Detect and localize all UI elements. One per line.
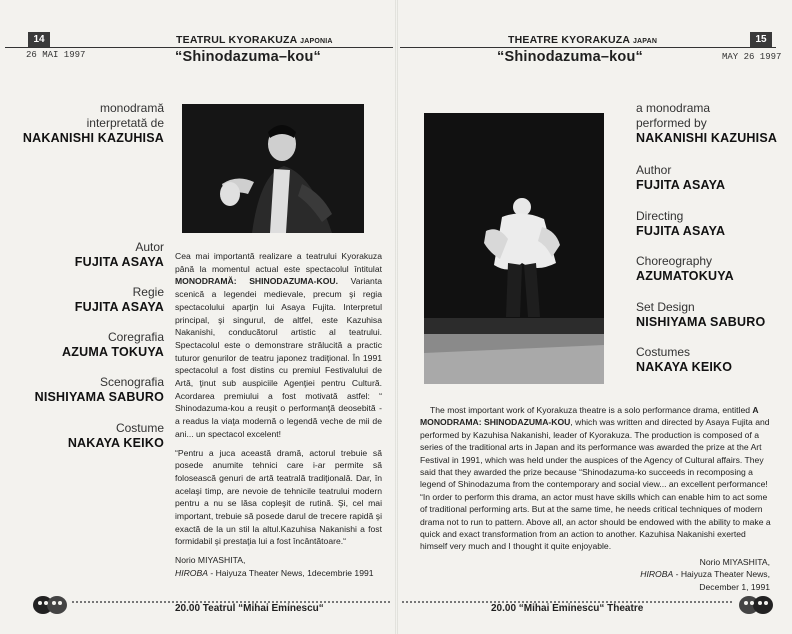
right-header-rule (400, 47, 776, 48)
left-header-country: JAPONIA (300, 38, 333, 45)
right-header (508, 34, 657, 46)
right-header-country: JAPAN (632, 38, 658, 45)
left-body-text (175, 250, 382, 580)
left-credit-5 (20, 421, 164, 451)
right-credit-4 (636, 300, 786, 330)
left-credit-name: NISHIYAMA SABURO (34, 390, 164, 404)
left-credit-label: Coregrafia (107, 330, 164, 344)
right-credit-3 (636, 254, 786, 284)
left-body-text-b: Varianta scenică a legendei medievale, precum şi regia spectacolului aparţin lui Asaya Fujita. Interpretul principal, şi singurul, de altfel, este Kazuhisa Nakanishi, conducătorul artistic al teatrului. Spectacolul este o demonstrare strălucită a practic tuturor genurilor de teatru japonez tradiţional. În 1991 spectacolul a fost distins cu premiul Festivalului de Artă, ţinut sub auspiciile Agenţiei pentru Cultură. Acordarea premiului a fost motivată astfel: “ Shinodazuma-kou a reuşit o performanţă deosebită - a readus la viaţa modernă o legendă veche de mii de ani... un spectacol excelent! (175, 276, 382, 439)
left-signature-rest: - Haiyuza Theater News, 1decembrie 1991 (207, 567, 374, 578)
right-body-title-bold: A MONODRAMA: SHINODAZUMA-KOU (420, 405, 759, 428)
left-body-paragraph-1 (175, 250, 382, 441)
right-footer: 20.00 “Mihai Eminescu“ Theatre (491, 603, 644, 614)
left-credit-name: NAKAYA KEIKO (67, 436, 164, 450)
right-credit-name: NAKAYA KEIKO (636, 360, 733, 374)
right-credit-name: NISHIYAMA SABURO (636, 315, 766, 329)
right-body-text-a: The most important work of Kyorakuza theatre is a solo performance drama, entitled (430, 405, 753, 415)
right-body-text (420, 404, 775, 553)
left-header-title: TEATRUL KYORAKUZA (176, 34, 298, 46)
right-header-title: THEATRE KYORAKUZA (508, 34, 630, 46)
left-credit-1 (20, 240, 164, 270)
right-date: MAY 26 1997 (722, 52, 782, 62)
right-signature (640, 556, 770, 593)
right-credit-label: Directing (636, 209, 684, 223)
right-play-title: “Shinodazuma–kou“ (497, 49, 643, 65)
right-intro (636, 101, 786, 146)
left-header (176, 34, 333, 46)
left-theatre-masks-icon (32, 595, 68, 615)
right-credit-name: FUJITA ASAYA (636, 178, 726, 192)
left-body-paragraph-2: “Pentru a juca această dramă, actorul trebuie să posede anumite tehnici care i-ar permite să folosească genuri de artă teatrală tradiţională. Dar, în acelaşi timp, are nevoie de tehnicile teatrului modern pentru a nu se lăsa copleşit de rutină. Şi, cel mai important, trebuie să posede darul de trecere rapidă şi exactă de la un stil la altul.Kazuhisa Nakanishi a fost formidabil şi prestaţia lui a fost încântătoare.“ (175, 447, 382, 547)
right-credit-2 (636, 209, 786, 239)
left-footer: 20.00 Teatrul “Mihai Eminescu“ (175, 603, 324, 614)
left-page-number: 14 (28, 32, 50, 47)
performance-photo-image (424, 113, 604, 384)
left-intro (20, 101, 164, 146)
right-credit-label: Choreography (636, 254, 713, 268)
left-actor-photo (182, 104, 364, 233)
right-credit-label: Set Design (636, 300, 695, 314)
left-signature-name: Norio MIYASHITA, (175, 555, 246, 566)
left-credit-label: Regie (132, 285, 164, 299)
left-play-title: “Shinodazuma–kou“ (175, 49, 321, 65)
left-date: 26 MAI 1997 (26, 50, 86, 60)
right-credit-name: FUJITA ASAYA (636, 224, 726, 238)
page-gutter (395, 0, 398, 634)
left-body-title-bold: MONODRAMĂ: SHINODAZUMA-KOU. (175, 276, 338, 287)
right-page-number: 15 (750, 32, 772, 47)
right-body-paragraph-1 (420, 404, 775, 491)
left-credit-label: Costume (115, 421, 164, 435)
right-intro-label-2: performed by (636, 116, 707, 130)
right-theatre-masks-icon (738, 595, 774, 615)
right-signature-name: Norio MIYASHITA, (699, 557, 770, 567)
right-credit-5 (636, 345, 786, 375)
left-intro-label-2: interpretată de (86, 116, 164, 130)
left-credit-name: FUJITA ASAYA (74, 300, 164, 314)
left-credit-label: Scenografia (99, 375, 164, 389)
left-credit-2 (20, 285, 164, 315)
right-credit-label: Author (636, 163, 672, 177)
left-intro-label-1: monodramă (99, 101, 164, 115)
right-credit-label: Costumes (636, 345, 691, 359)
right-performance-photo (424, 113, 604, 384)
right-intro-label-1: a monodrama (636, 101, 711, 115)
left-body-text-a: Cea mai importantă realizare a teatrului Kyorakuza până la momentul actual este spectacolul întitulat (175, 251, 382, 274)
left-signature-source (175, 567, 382, 580)
left-credit-name: FUJITA ASAYA (74, 255, 164, 269)
left-signature-publication: HIROBA (175, 567, 208, 578)
right-body-paragraph-2: “In order to perform this drama, an actor must have skills which can enable him to act some of traditional performing arts. But at the same time, he needs critical techniques of modern drama not to run to pattern. Above all, an actor should be endowed with the ability to make a quick and exact transformation from an action to another. Kazuhisa Nakanishi exerted himself very much and I thought it quite enjoyable. (420, 491, 771, 552)
actor-photo-image (182, 104, 364, 233)
left-performer: NAKANISHI KAZUHISA (22, 131, 164, 145)
right-signature-source (640, 568, 770, 580)
right-signature-rest: - Haiyuza Theater News, (673, 569, 770, 580)
right-credit-1 (636, 163, 786, 193)
right-body-text-b: , which was written and directed by Asaya Fujita and performed by Kazuhisa Nakanishi, leader of Kyorakuza. The production is composed of a series of the traditional arts in Japan and its performance was awarded the prize at the Art Festival in 1991, which was held under the auspices of the Agency of Cultural affairs. They said that they awarded the prize because “Shinodazuma-ko succeeds in recomposing a legend of Shinodazuma from the contemporary and social view... an excellent performance! (420, 417, 770, 490)
left-credit-name: AZUMA TOKUYA (62, 345, 164, 359)
right-performer: NAKANISHI KAZUHISA (636, 131, 778, 145)
right-signature-publication: HIROBA (640, 569, 674, 580)
left-credit-label: Autor (135, 240, 164, 254)
right-credit-name: AZUMATOKUYA (636, 269, 734, 283)
right-signature-date: December 1, 1991 (699, 581, 770, 592)
left-credit-4 (20, 375, 164, 405)
left-credit-3 (20, 330, 164, 360)
left-header-rule (5, 47, 393, 48)
